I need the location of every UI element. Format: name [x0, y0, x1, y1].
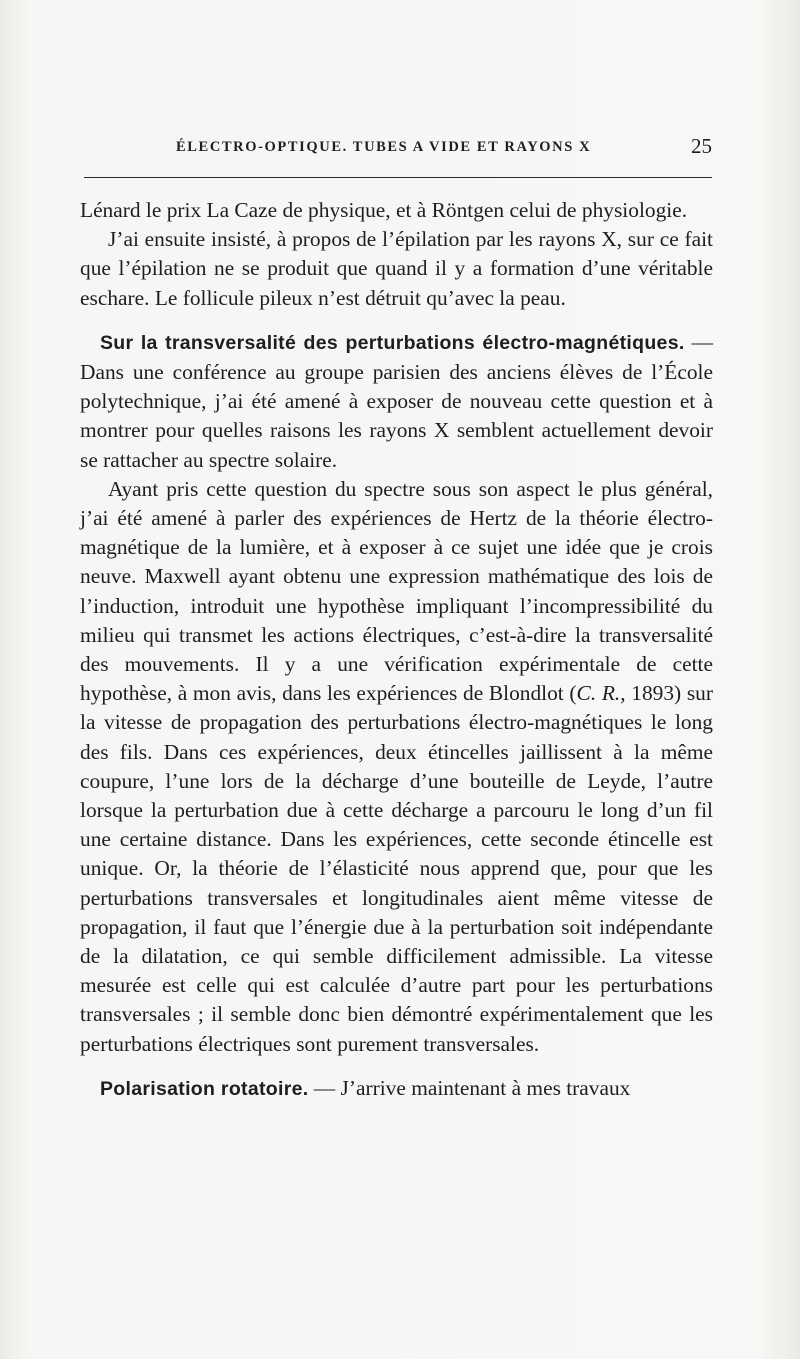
paragraph-continuation — [80, 196, 713, 225]
paragraph-4-text-b: , 1893) sur la vitesse de propagation des perturbations électro-magnétiques le long des fils. Dans ces expériences, deux étincelles jaillissent à la même coupure, l’une lors de la décharge d’une bouteille de Leyde, l’autre lorsque la perturbation due à cette décharge a parcouru le long d’un fil une certaine distance. Dans les expériences, cette seconde étincelle est unique. Or, la théorie de l’élasticité nous apprend que, pour que les perturbations transversales et longitudinales aient même vitesse de propagation, il faut que l’énergie due à la perturbation soit indépendante de la dilatation, ce qui semble difficilement admissible. La vitesse mesurée est celle qui est calculée d’autre part pour les perturbations transversales ; il semble donc bien démontré expérimentalement que les perturbations électriques sont purement transversales. — [80, 681, 713, 1056]
paragraph-hertz-maxwell — [80, 475, 713, 1059]
section-transversalite — [80, 328, 713, 475]
header-rule — [84, 177, 712, 178]
section-title-polarisation: Polarisation rotatoire. — [100, 1077, 309, 1100]
paragraph-epilation — [80, 225, 713, 313]
page-number: 25 — [691, 134, 712, 158]
section-polarisation — [80, 1074, 713, 1104]
citation-comptes-rendus: C. R. — [576, 681, 621, 706]
section-text-transversalite: — Dans une conférence au groupe parisien des anciens élèves de l’École polytechnique, j’ai été amené à exposer de nouveau cette question et à montrer pour quelles raisons les rayons X semblent actuellement devoir se rattacher au spectre solaire. — [80, 329, 713, 472]
paragraph-1-text: Lénard le prix La Caze de physique, et à Röntgen celui de physiologie. — [80, 198, 688, 222]
paragraph-2-text: J’ai ensuite insisté, à propos de l’épilation par les rayons X, sur ce fait que l’épilation ne se produit que quand il y a formation d’une véritable eschare. Le follicule pileux n’est détruit qu’avec la peau. — [80, 227, 713, 310]
section-title-transversalite: Sur la transversalité des perturbations électro-magnétiques. — [100, 331, 685, 354]
body-text — [80, 196, 713, 1104]
section-text-polarisation: — J’arrive maintenant à mes travaux — [308, 1075, 631, 1100]
running-head — [80, 136, 712, 160]
paragraph-4-text-a: Ayant pris cette question du spectre sous son aspect le plus général, j’ai été amené à parler des expériences de Hertz de la théorie électro-magnétique de la lumière, et à exposer à ce sujet une idée que je crois neuve. Maxwell ayant obtenu une expression mathématique des lois de l’induction, introduit une hypothèse impliquant l’incompressibilité du milieu qui transmet les actions électriques, c’est-à-dire la transversalité des mouvements. Il y a une vérification expérimentale de cette hypothèse, à mon avis, dans les expériences de Blondlot ( — [80, 476, 713, 706]
running-head-title: ÉLECTRO-OPTIQUE. TUBES A VIDE ET RAYONS X — [176, 139, 592, 155]
